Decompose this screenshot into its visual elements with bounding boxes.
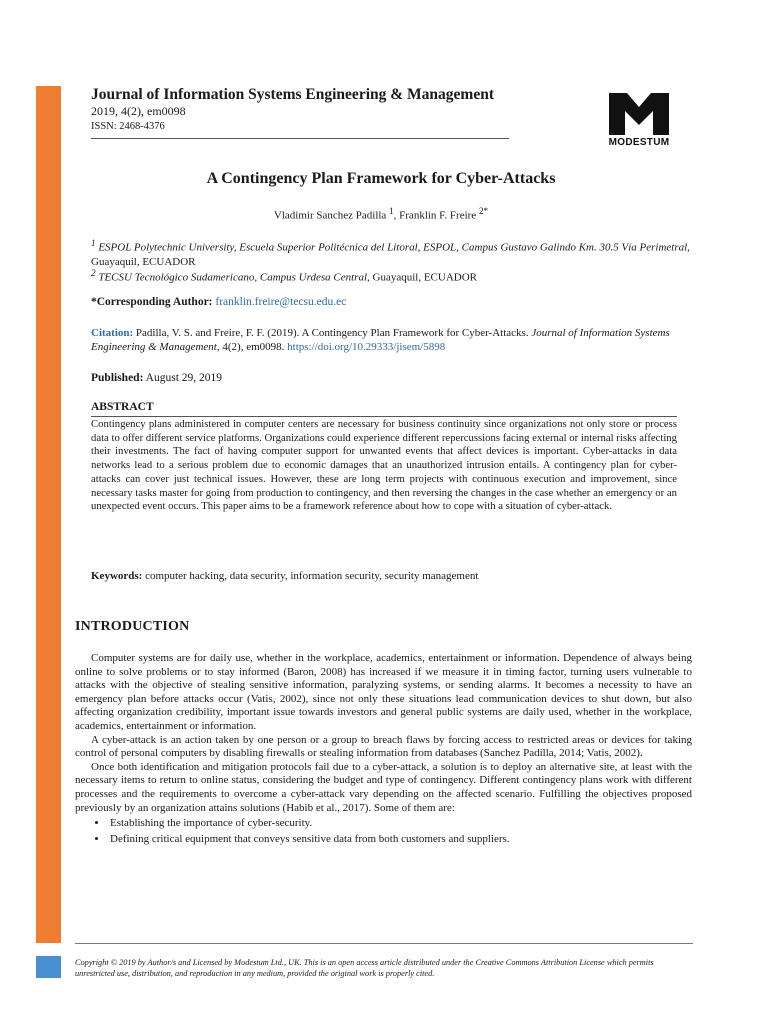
keywords: [91, 570, 478, 582]
list-item: • Establishing the importance of cyber-security.: [108, 817, 692, 831]
affiliation-1-location: Guayaquil, ECUADOR: [91, 255, 196, 268]
doi-link[interactable]: https://doi.org/10.29333/jisem/5898: [287, 341, 446, 353]
footer-divider: [75, 943, 693, 944]
affiliation-2-location: Guayaquil, ECUADOR: [372, 271, 478, 284]
journal-title: Journal of Information Systems Engineering & Management: [91, 86, 494, 103]
affiliation-2-name: TECSU Tecnológico Sudamericano, Campus Urdesa Central,: [98, 271, 370, 284]
header-divider: [91, 138, 509, 139]
author-1-affil: 1: [389, 206, 394, 216]
journal-issn: ISSN: 2468-4376: [91, 121, 165, 132]
published-label: Published:: [91, 372, 144, 384]
author-separator: ,: [393, 209, 400, 222]
abstract-text: Contingency plans administered in computer centers are necessary for business continuity since organizations not only store or process data to offer different service platforms. Organizations could experience different repercussions facing external or internal risks affecting their investments. The fact of having computer support for unwanted events that affect devices is important. Cyber-attacks in data networks lead to a serious problem due to economic damages that an unauthorized intrusion entails. A contingency plan for cyber-attacks can cover just technical issues. However, these are long term projects with continuous execution and improvement, since necessary tasks master for going from production to contingency, and then reversing the changes in the case whether an emergency or an unexpected event occurs. This paper aims to be a framework reference about how to cope with a situation of cyber-attack.: [91, 418, 677, 513]
publisher-logo: [600, 93, 678, 148]
citation-label: Citation:: [91, 327, 134, 339]
citation-tail: 4(2), em0098.: [222, 341, 285, 353]
introduction-heading: INTRODUCTION: [75, 619, 190, 634]
author-line: [91, 206, 671, 222]
paper-title: A Contingency Plan Framework for Cyber-Attacks: [206, 170, 556, 187]
journal-volume: 2019, 4(2), em0098: [91, 104, 186, 118]
abstract-heading: ABSTRACT: [91, 401, 154, 413]
author-1: Vladimir Sanchez Padilla: [273, 209, 387, 222]
author-2: Franklin F. Freire: [399, 209, 477, 222]
keywords-label: Keywords:: [91, 570, 143, 582]
affiliation-1: [91, 236, 691, 269]
abstract-divider: [91, 416, 677, 417]
author-2-affil: 2*: [478, 206, 489, 216]
paragraph: A cyber-attack is an action taken by one person or a group to breach flaws by forcing access to restricted areas or devices for taking control of personal computers by disabling firewalls or stealing information from databases (Sanchez Padilla, 2014; Vatis, 2002).: [75, 733, 692, 760]
corresponding-label: *Corresponding Author:: [91, 296, 213, 308]
corresponding-email-link[interactable]: franklin.freire@tecsu.edu.ec: [215, 296, 347, 308]
list-item: • Defining critical equipment that conveys sensitive data from both customers and suppliers.: [108, 833, 692, 847]
modestum-m-icon: [609, 93, 669, 135]
affiliation-2-number: 2: [91, 268, 96, 278]
keywords-value: computer hacking, data security, information security, security management: [145, 570, 479, 582]
published-value: August 29, 2019: [145, 372, 223, 384]
corresponding-author: [91, 296, 346, 308]
citation: [91, 326, 691, 354]
footer-accent-square: [36, 956, 61, 978]
affiliation-1-number: 1: [91, 238, 96, 248]
affiliation-1-name: ESPOL Polytechnic University, Escuela Superior Politécnica del Litoral, ESPOL, Campus Gustavo Galindo Km. 30.5 Vía Perimetral,: [98, 241, 690, 254]
copyright-notice: Copyright © 2019 by Author/s and Licensed by Modestum Ltd., UK. This is an open access article distributed under the Creative Commons Attribution License which permits unrestricted use, distribution, and reproduction in any medium, provided the original work is properly cited.: [75, 958, 654, 978]
objectives-list: [75, 817, 692, 846]
publisher-logo-text: MODESTUM: [608, 137, 670, 148]
citation-journal: Journal of Information Systems Engineering & Management,: [91, 327, 670, 353]
affiliation-2: [91, 266, 691, 285]
paragraph: Once both identification and mitigation protocols fail due to a cyber-attack, a solution is to deploy an alternative site, at least with the necessary items to return to online status, considering the budget and type of contingency. Different contingency plans work with different processes and the requirements to overcome a cyber-attack vary depending on the affected scenario. Fulfilling the objectives proposed previously by an organization attains solutions (Habib et al., 2017). Some of them are:: [75, 760, 692, 814]
introduction-body: [75, 652, 692, 848]
left-accent-bar: [36, 86, 61, 943]
published-date: [91, 372, 222, 384]
citation-text: Padilla, V. S. and Freire, F. F. (2019). A Contingency Plan Framework for Cyber-Attacks.: [135, 327, 529, 339]
paragraph: Computer systems are for daily use, whether in the workplace, academics, entertainment or information. Dependence of always being online to solve problems or to stay informed (Baron, 2008) has increased if we measure it in timing factor, turning users vulnerable to attacks with the objective of stealing sensitive information, paralyzing systems, or sending alarms. It becomes a necessity to have an emergency plan before attacks occur (Vatis, 2002), since not only these situations lead communication devices to shut down, but also affecting organization credibility, important issue towards investors and general public systems are daily used, whether in the workplace, academics, entertainment or information.: [75, 652, 692, 732]
